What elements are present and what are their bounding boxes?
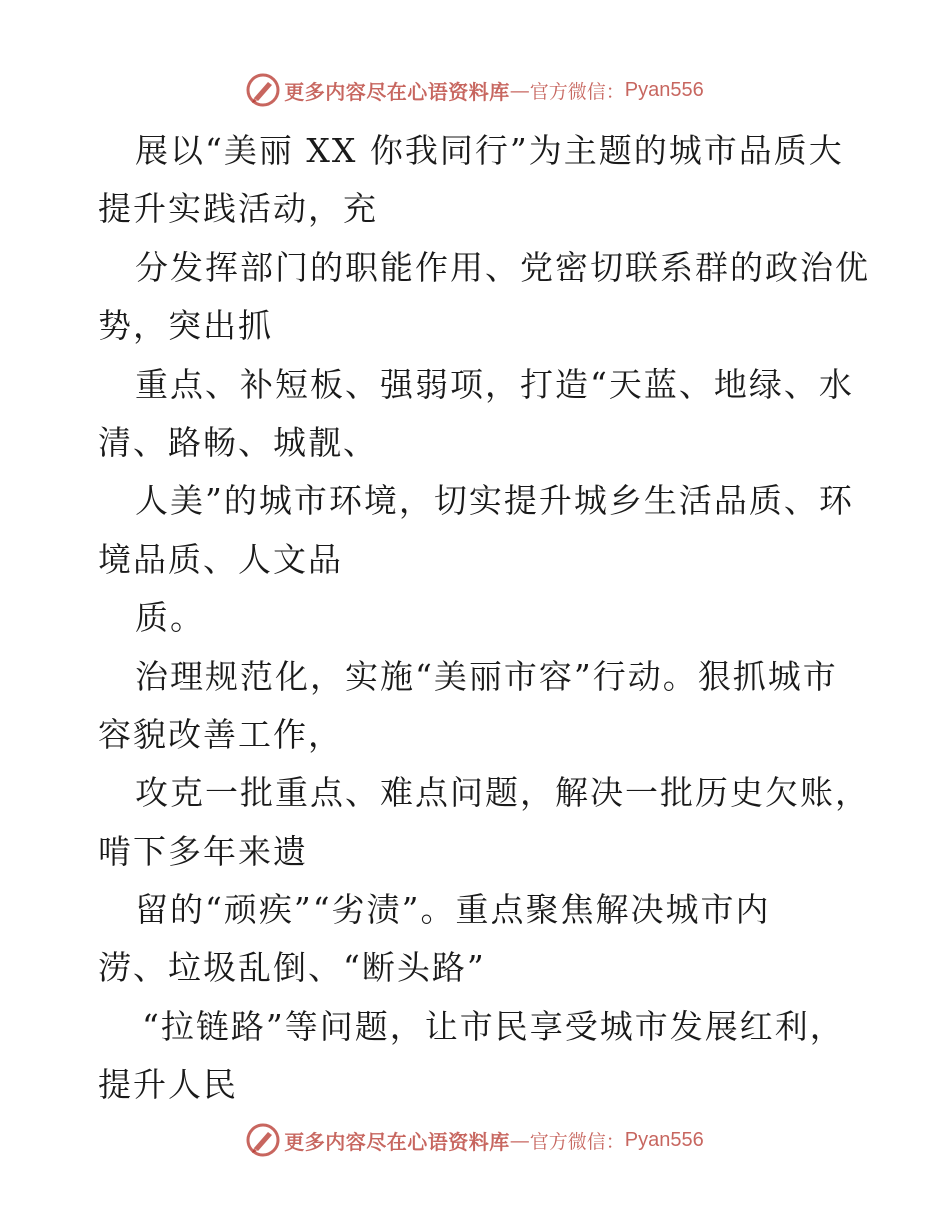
text-line: 分发挥部门的职能作用、党密切联系群的政治优 [135,247,870,287]
text-line: 攻克一批重点、难点问题，解决一批历史欠账， [135,773,870,813]
text-line: 留的“顽疾”“劣渍”。重点聚焦解决城市内 [135,890,771,930]
text-line: 清、路畅、城靓、 [98,422,378,462]
text-line: 啃下多年来遗 [98,831,308,871]
watermark-header [0,70,950,110]
text-line: 容貌改善工作， [98,714,343,754]
text-line: 展以“美丽 XX 你我同行”为主题的城市品质大 [135,131,844,170]
watermark-footer [0,1120,950,1160]
watermark-separator: — [509,78,530,102]
watermark-wechat-id: Pyan556 [624,78,704,101]
text-line: 治理规范化，实施“美丽市容”行动。狠抓城市 [135,656,838,696]
watermark-wechat-label: 官方微信： [529,1130,625,1153]
pen-logo-icon [246,73,280,107]
watermark-text: 更多内容尽在心语资料库 [284,1129,510,1154]
pen-logo-icon [246,1123,280,1157]
text-line: 涝、垃圾乱倒、“断头路” [98,948,486,988]
document-body [98,122,870,1115]
text-line: 质。 [135,598,205,638]
watermark-wechat-id: Pyan556 [624,1128,704,1151]
text-line: 提升实践活动，充 [98,189,378,229]
text-line: “拉链路”等问题，让市民享受城市发展红利， [142,1006,845,1046]
watermark-text: 更多内容尽在心语资料库 [284,79,510,104]
text-line: 提升人民 [98,1065,238,1105]
text-line: 人美”的城市环境，切实提升城乡生活品质、环 [135,481,854,521]
watermark-separator: — [509,1128,530,1152]
text-line: 境品质、人文品 [98,539,343,579]
watermark-wechat-label: 官方微信： [529,80,625,103]
text-line: 重点、补短板、强弱项，打造“天蓝、地绿、水 [135,364,854,404]
text-line: 势，突出抓 [98,306,273,346]
